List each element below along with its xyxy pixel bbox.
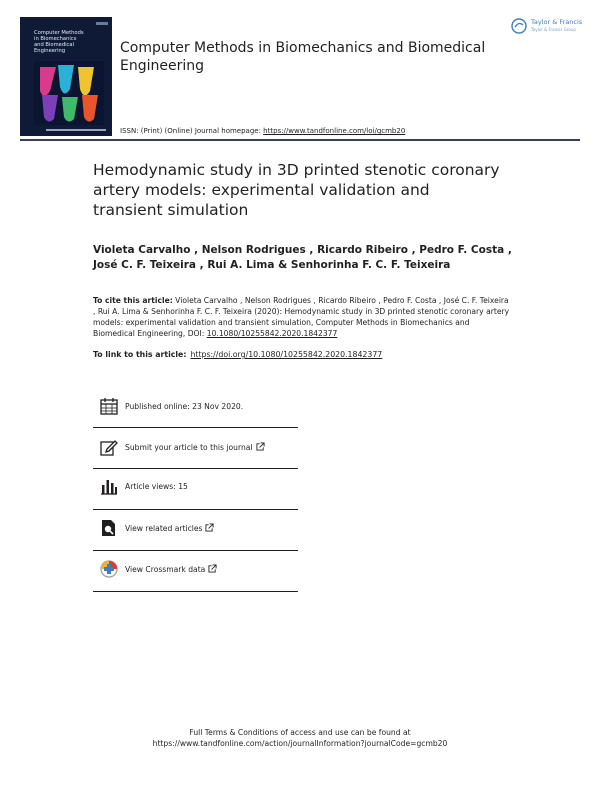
journal-homepage-link[interactable]: https://www.tandfonline.com/loi/gcmb20 (263, 127, 406, 135)
cover-bar (96, 22, 108, 25)
article-views-item (99, 474, 188, 498)
issn-label: ISSN: (Print) (Online) Journal homepage: (120, 127, 264, 135)
citation-label: To cite this article: (93, 296, 173, 305)
crossmark-item[interactable] (99, 557, 217, 581)
publisher-group: Taylor & Francis Group (531, 27, 576, 32)
external-link-icon (256, 442, 265, 451)
published-online-text: Published online: 23 Nov 2020. (125, 401, 244, 411)
article-title: Hemodynamic study in 3D printed stenotic coronary artery models: experimental validation and transient simulation (93, 161, 500, 219)
article-authors: Violeta Carvalho , Nelson Rodrigues , Ricardo Ribeiro , Pedro F. Costa , José C. F. Teixeira , Rui A. Lima & Senhorinha F. C. F. Teixeira (93, 244, 512, 271)
link-label: To link to this article: (93, 350, 187, 359)
related-articles-text: View related articles (125, 524, 203, 533)
published-online-item (99, 394, 243, 418)
cover-title (34, 30, 108, 54)
crossmark-link[interactable] (125, 564, 217, 574)
article-views-text: Article views: 15 (125, 481, 188, 491)
cover-title-line: in Biomechanics (34, 36, 77, 42)
journal-title[interactable]: Computer Methods in Biomechanics and Biomedical Engineering (120, 40, 486, 74)
cover-title-line: Engineering (34, 48, 66, 54)
divider (93, 509, 298, 510)
issn-line (120, 127, 405, 135)
divider (93, 591, 298, 592)
divider (93, 550, 298, 551)
submit-article-text: Submit your article to this journal (125, 443, 253, 452)
journal-cover-image (20, 17, 112, 136)
external-link-icon (208, 564, 217, 573)
article-doi-link[interactable]: https://doi.org/10.1080/10255842.2020.1842377 (190, 350, 383, 359)
crossmark-text: View Crossmark data (125, 565, 206, 574)
publisher-name: Taylor & Francis (531, 18, 583, 26)
related-articles-icon (99, 518, 119, 538)
related-articles-item[interactable] (99, 516, 214, 540)
submit-article-link[interactable] (125, 442, 265, 452)
crossmark-icon (99, 559, 119, 579)
external-link-icon (205, 523, 214, 532)
cover-artwork (34, 61, 104, 125)
terms-text: Full Terms & Conditions of access and use can be found at (189, 728, 411, 737)
publisher-logo-text (531, 19, 586, 33)
divider (93, 427, 298, 428)
citation-text: Violeta Carvalho , Nelson Rodrigues , Ricardo Ribeiro , Pedro F. Costa , José C. F. Teixeira , Rui A. Lima & Senhorinha F. C. F. Teixeira (2020): Hemodynamic study in 3D printed stenotic coronary artery models: experimental validation and transient simulation, Computer Methods in Biomechanics and Biomedical Engineering, DOI: (93, 296, 510, 338)
calendar-icon (99, 396, 119, 416)
header-divider (20, 139, 580, 141)
related-articles-link[interactable] (125, 523, 214, 533)
cover-title-line: Computer Methods (34, 30, 84, 36)
citation-block (93, 295, 513, 339)
article-link-line (93, 349, 513, 360)
edit-icon (99, 437, 119, 457)
bar-chart-icon (99, 476, 119, 496)
terms-footer (0, 727, 600, 749)
cover-footer-bar (46, 129, 106, 131)
divider (93, 468, 298, 469)
submit-article-item[interactable] (99, 435, 265, 459)
citation-doi-link[interactable]: 10.1080/10255842.2020.1842377 (206, 329, 338, 338)
terms-link[interactable]: https://www.tandfonline.com/action/journalInformation?journalCode=gcmb20 (152, 739, 448, 748)
cover-title-line: and Biomedical (34, 42, 75, 48)
